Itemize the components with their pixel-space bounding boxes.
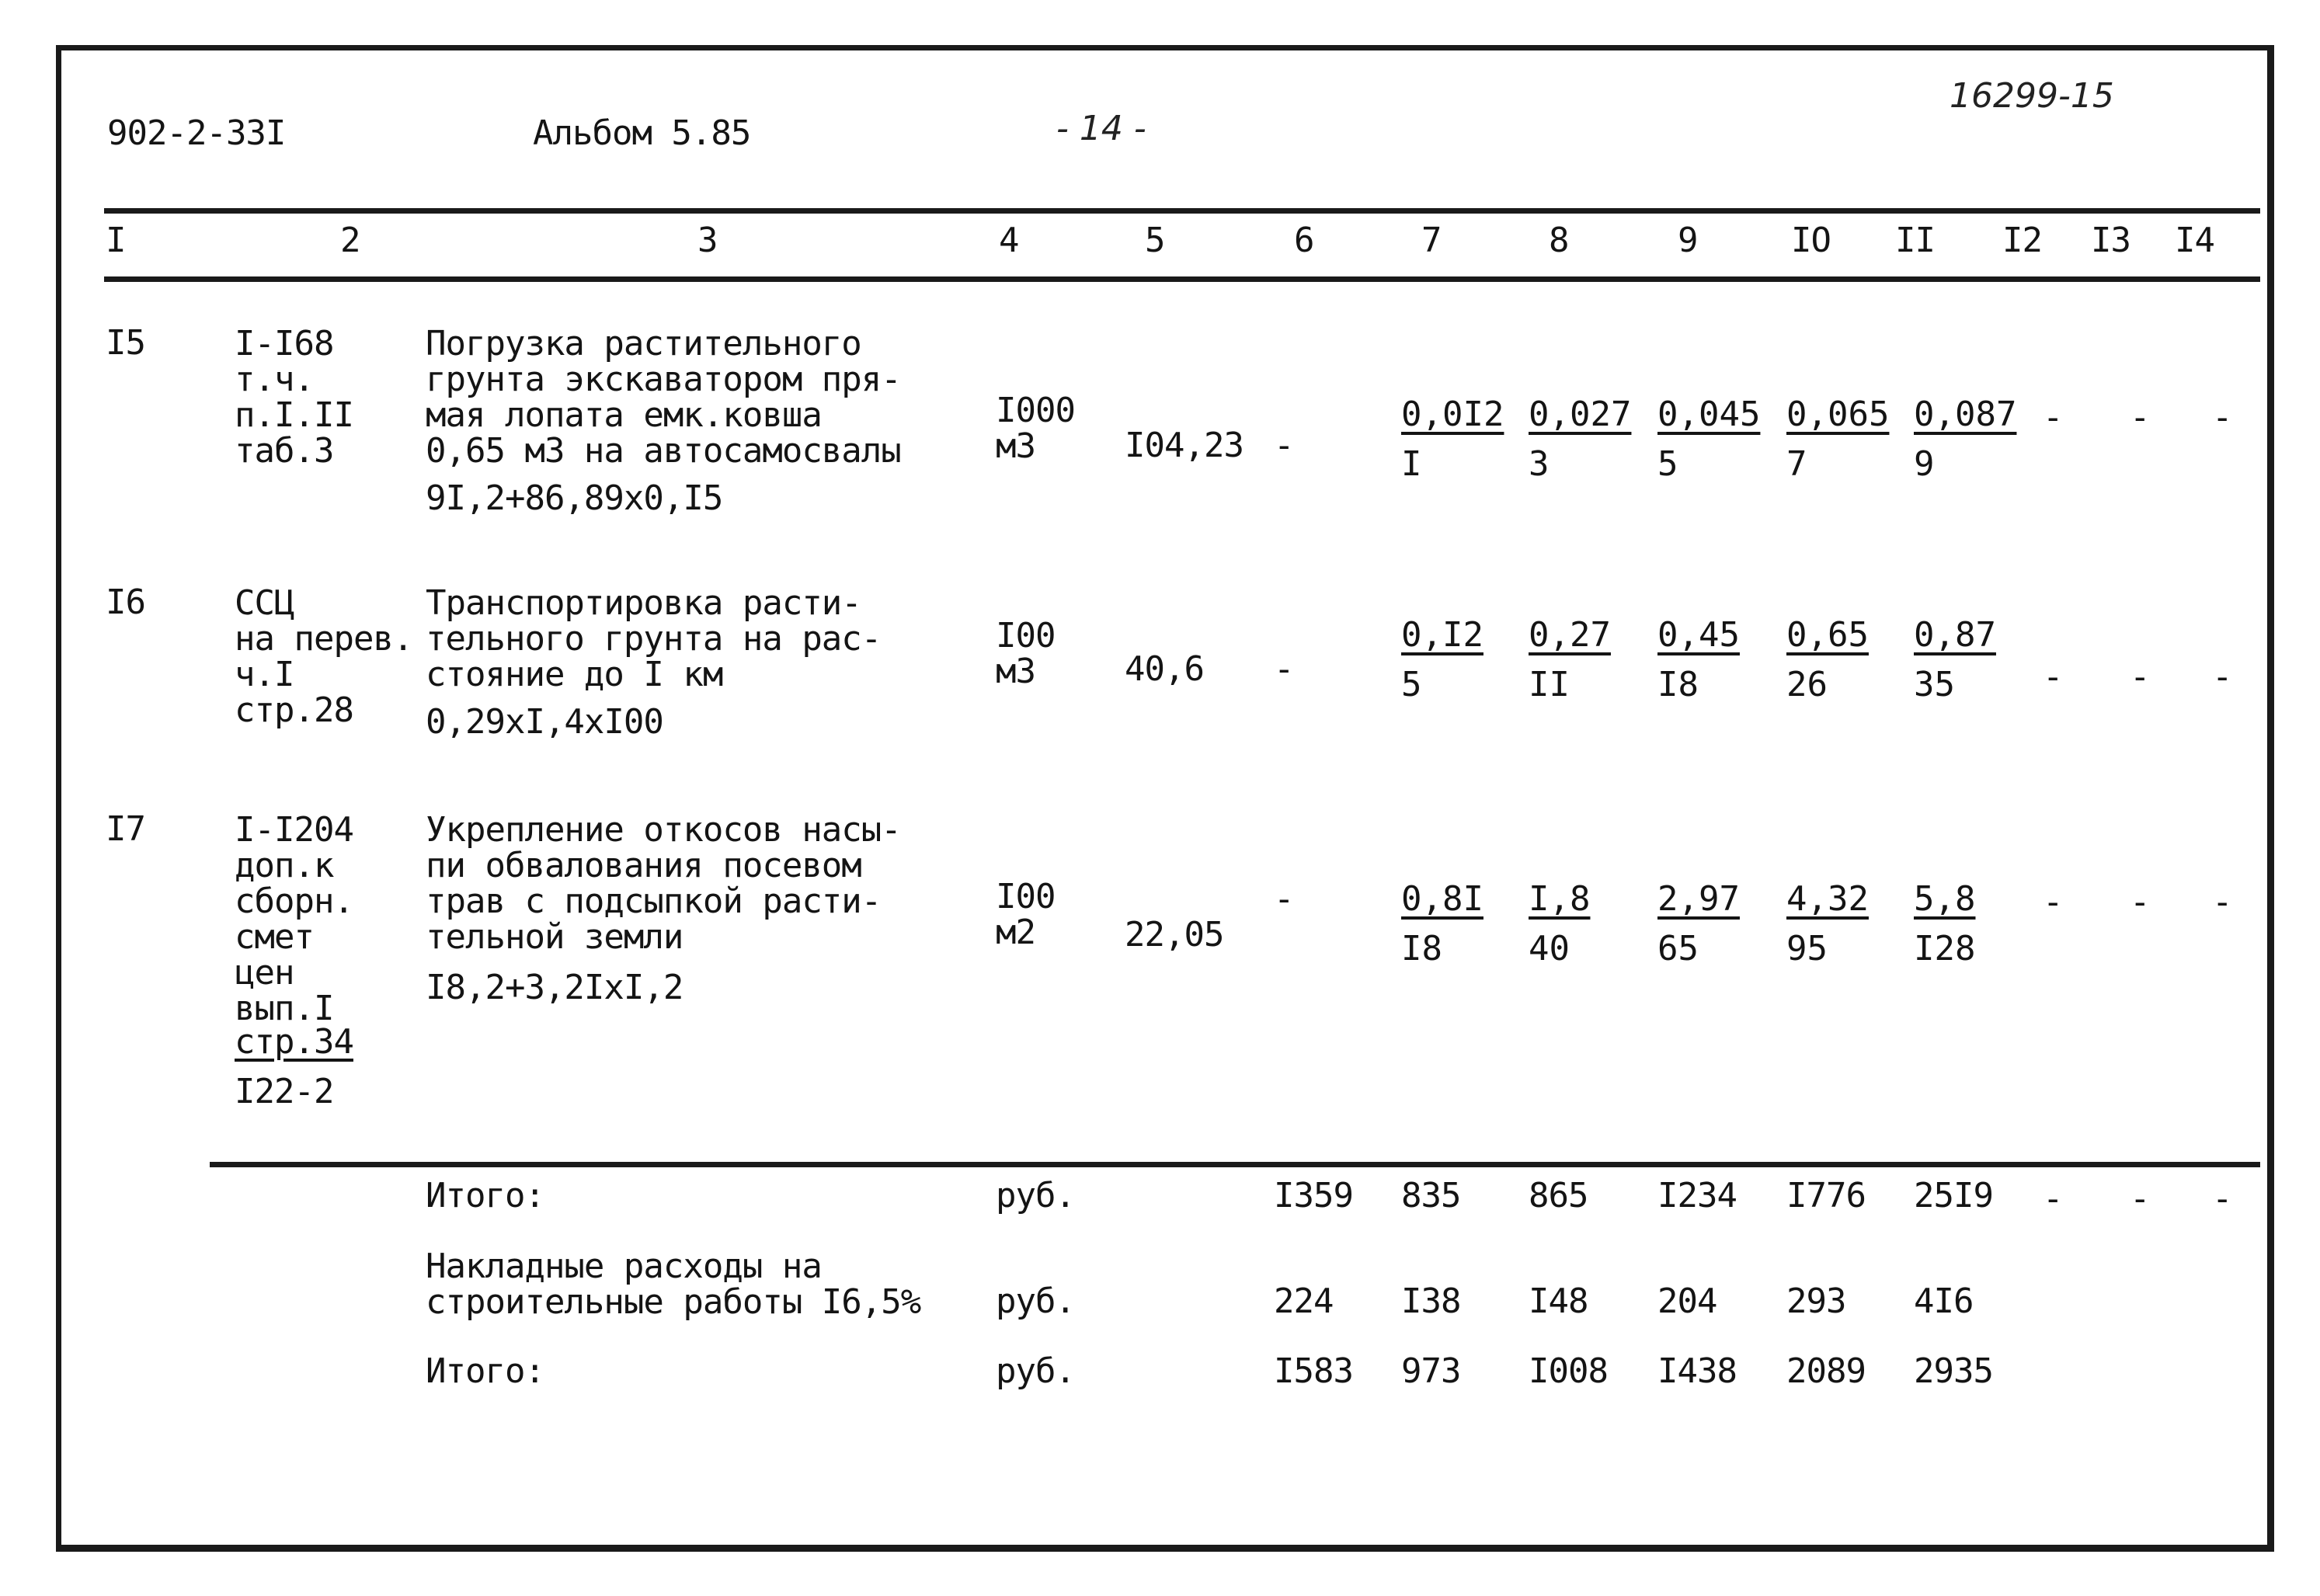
- overhead-col8: I48: [1529, 1281, 1588, 1321]
- total-col9: I234: [1657, 1176, 1737, 1215]
- overhead-col11: 4I6: [1914, 1281, 1974, 1321]
- row-number: I7: [106, 809, 145, 849]
- col6-value: -: [1274, 426, 1295, 465]
- fraction-denominator: 35: [1914, 665, 1955, 704]
- fraction-col7: [1401, 615, 1483, 704]
- unit-of-measure: I00 м2: [996, 877, 1056, 952]
- column-header-12: I2: [2002, 221, 2042, 260]
- col13-value: -: [2130, 657, 2151, 697]
- quantity: I04,23: [1125, 426, 1243, 465]
- fraction-col7: [1401, 395, 1504, 484]
- fraction-col8: [1529, 395, 1632, 484]
- column-header-1: I: [106, 221, 126, 260]
- fraction-denominator: 65: [1657, 929, 1699, 968]
- total-label: Итого:: [426, 1176, 544, 1215]
- norm-reference-code: I22-2: [235, 1072, 334, 1111]
- column-header-5: 5: [1145, 221, 1165, 260]
- fraction-col10: [1786, 395, 1890, 484]
- fraction-numerator: I,8: [1529, 879, 1591, 919]
- unit-of-measure: I000 м3: [996, 391, 1075, 466]
- calculation-formula: 9I,2+86,89x0,I5: [426, 478, 723, 518]
- grand-total-col8: I008: [1529, 1351, 1608, 1391]
- totals-rule: [210, 1162, 2260, 1167]
- fraction-denominator: I28: [1914, 929, 1976, 968]
- fraction-col8: [1529, 879, 1591, 968]
- fraction-denominator: I8: [1401, 929, 1442, 968]
- overhead-col7: I38: [1401, 1281, 1461, 1321]
- fraction-col7: [1401, 879, 1483, 968]
- fraction-col10: [1786, 615, 1869, 704]
- work-description: Погрузка растительного грунта экскаватором пря- мая лопата емк.ковша 0,65 м3 на автосамосвалы: [426, 324, 901, 471]
- col12-value: -: [2043, 657, 2064, 697]
- fraction-denominator: II: [1529, 665, 1570, 704]
- col12-value: -: [2043, 882, 2064, 922]
- row-number: I6: [106, 582, 145, 622]
- fraction-denominator: 7: [1786, 444, 1807, 484]
- total-col7: 835: [1401, 1176, 1461, 1215]
- total-col10: I776: [1786, 1176, 1866, 1215]
- fraction-numerator: 4,32: [1786, 879, 1869, 919]
- calculation-formula: I8,2+3,2IxI,2: [426, 968, 683, 1007]
- grand-total-col10: 2089: [1786, 1351, 1866, 1391]
- row-number: I5: [106, 323, 145, 363]
- total-col8: 865: [1529, 1176, 1588, 1215]
- fraction-numerator: 0,I2: [1401, 615, 1483, 655]
- fraction-numerator: 0,87: [1914, 615, 1996, 655]
- fraction-denominator: 26: [1786, 665, 1828, 704]
- fraction-numerator: 0,087: [1914, 395, 2017, 434]
- fraction-numerator: 0,65: [1786, 615, 1869, 655]
- fraction-denominator: 9: [1914, 444, 1935, 484]
- column-header-11: II: [1895, 221, 1935, 260]
- grand-total-col11: 2935: [1914, 1351, 1993, 1391]
- fraction-col9: [1657, 615, 1740, 704]
- column-header-13: I3: [2091, 221, 2130, 260]
- fraction-col9: [1657, 395, 1761, 484]
- fraction-col8: [1529, 615, 1611, 704]
- grand-total-unit: руб.: [996, 1351, 1075, 1391]
- total-col13: -: [2130, 1179, 2151, 1219]
- overhead-col10: 293: [1786, 1281, 1846, 1321]
- fraction-col11: [1914, 395, 2017, 484]
- fraction-denominator: 5: [1657, 444, 1678, 484]
- fraction-numerator: 0,45: [1657, 615, 1740, 655]
- page-frame: [56, 45, 2274, 1552]
- column-header-14: I4: [2175, 221, 2214, 260]
- quantity: 22,05: [1125, 915, 1224, 954]
- fraction-col11: [1914, 879, 1976, 968]
- column-header-7: 7: [1421, 221, 1442, 260]
- total-col6: I359: [1274, 1176, 1353, 1215]
- column-header-6: 6: [1294, 221, 1314, 260]
- fraction-denominator: 95: [1786, 929, 1828, 968]
- column-header-9: 9: [1678, 221, 1698, 260]
- total-col14: -: [2212, 1179, 2233, 1219]
- fraction-denominator: 5: [1401, 665, 1422, 704]
- column-header-3: 3: [697, 221, 718, 260]
- overhead-unit: руб.: [996, 1281, 1075, 1321]
- fraction-numerator: 0,065: [1786, 395, 1890, 434]
- total-col11: 25I9: [1914, 1176, 1993, 1215]
- fraction-col11: [1914, 615, 1996, 704]
- overhead-label: Накладные расходы на строительные работы I6,5%: [426, 1247, 921, 1322]
- norm-reference: I-I68 т.ч. п.I.II таб.3: [235, 324, 353, 471]
- calculation-formula: 0,29xI,4xI00: [426, 702, 663, 742]
- column-header-2: 2: [340, 221, 360, 260]
- page-number: - 14 -: [1056, 109, 1146, 148]
- fraction-col10: [1786, 879, 1869, 968]
- fraction-numerator: 5,8: [1914, 879, 1976, 919]
- col14-value: -: [2212, 657, 2233, 697]
- col14-value: -: [2212, 398, 2233, 437]
- col12-value: -: [2043, 398, 2064, 437]
- fraction-denominator: I8: [1657, 665, 1699, 704]
- col6-value: -: [1274, 879, 1295, 919]
- fraction-numerator: 2,97: [1657, 879, 1740, 919]
- norm-reference: ССЦ на перев. ч.I стр.28: [235, 583, 413, 730]
- inventory-number: 16299-15: [1950, 76, 2114, 116]
- column-header-10: IO: [1791, 221, 1831, 260]
- fraction-numerator: 0,8I: [1401, 879, 1483, 919]
- overhead-col6: 224: [1274, 1281, 1334, 1321]
- fraction-denominator: 40: [1529, 929, 1570, 968]
- fraction-numerator: 0,045: [1657, 395, 1761, 434]
- col6-value: -: [1274, 649, 1295, 689]
- header-top-rule: [104, 208, 2260, 214]
- col13-value: -: [2130, 882, 2151, 922]
- overhead-col9: 204: [1657, 1281, 1717, 1321]
- work-description: Транспортировка расти- тельного грунта на рас- стояние до I км: [426, 583, 882, 694]
- fraction-numerator: 0,27: [1529, 615, 1611, 655]
- fraction-denominator: I: [1401, 444, 1422, 484]
- grand-total-col6: I583: [1274, 1351, 1353, 1391]
- fraction-denominator: 3: [1529, 444, 1550, 484]
- header-bottom-rule: [104, 276, 2260, 282]
- unit-of-measure: I00 м3: [996, 616, 1056, 691]
- document-code: 902-2-33I: [107, 113, 286, 153]
- grand-total-col7: 973: [1401, 1351, 1461, 1391]
- grand-total-col9: I438: [1657, 1351, 1737, 1391]
- total-unit: руб.: [996, 1176, 1075, 1215]
- album-label: Альбом 5.85: [533, 113, 751, 153]
- fraction-col9: [1657, 879, 1740, 968]
- fraction-numerator: 0,0I2: [1401, 395, 1504, 434]
- work-description: Укрепление откосов насы- пи обвалования посевом трав с подсыпкой расти- тельной земли: [426, 810, 901, 957]
- norm-reference-page: стр.34: [235, 1022, 353, 1062]
- col13-value: -: [2130, 398, 2151, 437]
- quantity: 40,6: [1125, 649, 1204, 689]
- total-col12: -: [2043, 1179, 2064, 1219]
- column-header-8: 8: [1549, 221, 1569, 260]
- grand-total-label: Итого:: [426, 1351, 544, 1391]
- column-header-4: 4: [999, 221, 1019, 260]
- fraction-numerator: 0,027: [1529, 395, 1632, 434]
- norm-reference: I-I204 доп.к сборн. смет цен вып.I: [235, 810, 353, 1028]
- col14-value: -: [2212, 882, 2233, 922]
